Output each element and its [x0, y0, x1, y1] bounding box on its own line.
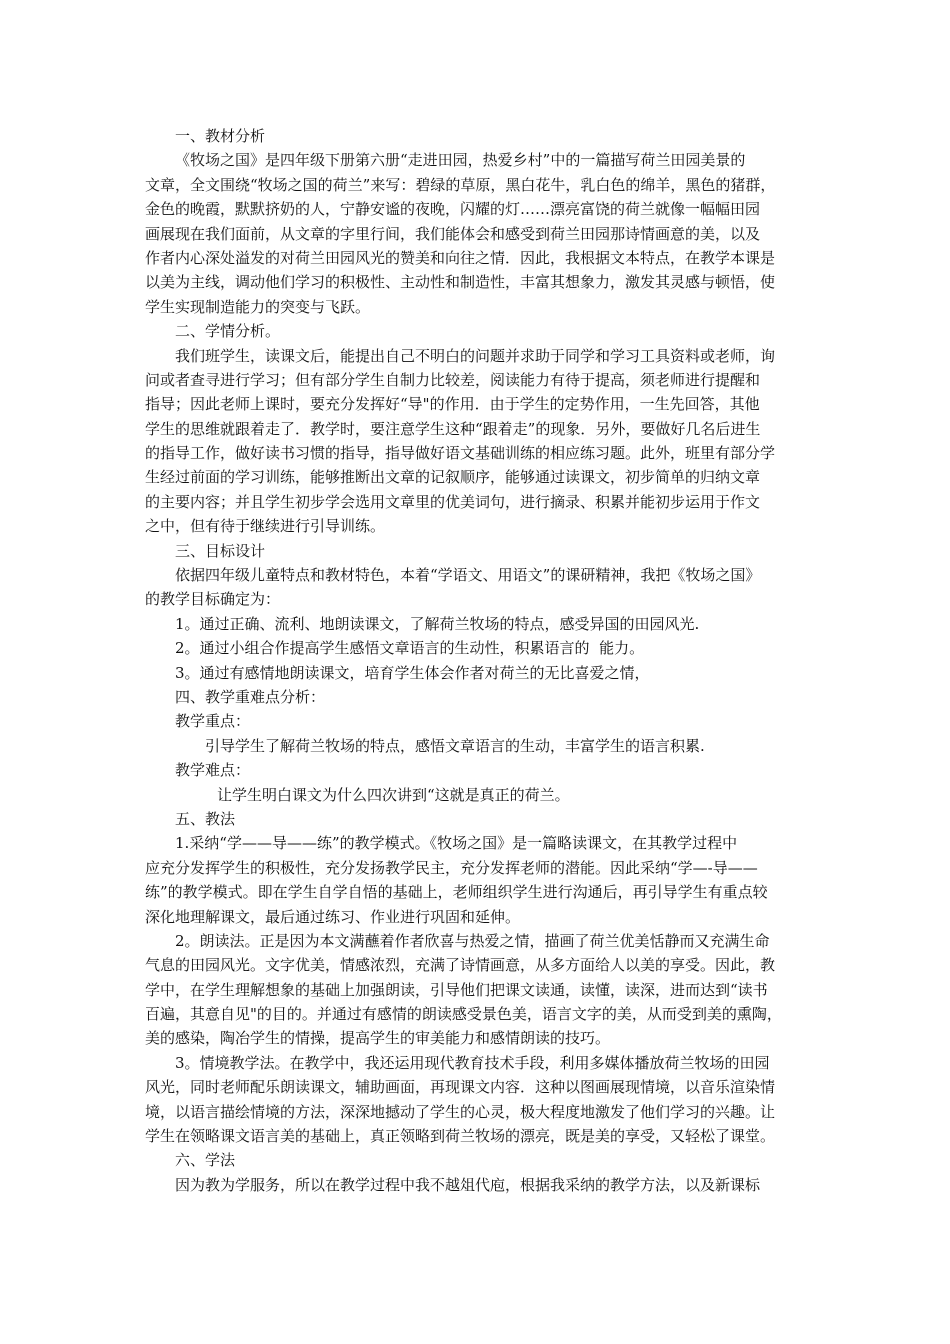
text-line: 学中，在学生理解想象的基础上加强朗读，引导他们把课文读通，读懂，读深，进而达到“读书 — [145, 980, 768, 999]
text-line: 境，以语言描绘情境的方法，深深地撼动了学生的心灵，极大程度地激发了他们学习的兴趣。让 — [145, 1102, 776, 1121]
text-line: 六、学法 — [175, 1151, 236, 1170]
text-line: 3。通过有感情地朗读课文，培育学生体会作者对荷兰的无比喜爱之情， — [175, 663, 650, 682]
text-line: 二、学情分析。 — [175, 322, 281, 341]
text-line: 的指导工作，做好读书习惯的指导，指导做好语文基础训练的相应练习题。此外，班里有部分学 — [145, 444, 776, 463]
text-line: 因为教为学服务，所以在教学过程中我不越俎代庖，根据我采纳的教学方法，以及新课标 — [175, 1175, 761, 1194]
text-line: 应充分发挥学生的积极性，充分发扬教学民主，充分发挥老师的潜能。因此采纳“学—-导—— — [145, 858, 758, 877]
text-line: 2。通过小组合作提高学生感悟文章语言的生动性，积累语言的 能力。 — [175, 639, 645, 658]
text-line: 四、教学重难点分析： — [175, 687, 326, 706]
text-line: 1。通过正确、流利、地朗读课文，了解荷兰牧场的特点，感受异国的田园风光. — [175, 614, 700, 633]
text-line: 生经过前面的学习训练，能够推断出文章的记叙顺序，能够通过读课文，初步简单的归纳文章 — [145, 468, 761, 487]
text-line: 作者内心深处溢发的对荷兰田园风光的赞美和向往之情．因此，我根据文本特点，在教学本课是 — [145, 248, 776, 267]
text-line: 依据四年级儿童特点和教材特色，本着“学语文、用语文”的课研精神，我把《牧场之国》 — [175, 566, 761, 585]
text-line: 气息的田园风光。文字优美，情感浓烈，充满了诗情画意，从多方面给人以美的享受。因此，教 — [145, 956, 776, 975]
text-line: 百遍，其意自见"的目的。并通过有感情的朗读感受景色美，语言文字的美，从而受到美的熏陶， — [145, 1005, 782, 1024]
text-line: 之中，但有待于继续进行引导训练。 — [145, 517, 386, 536]
text-line: 画展现在我们面前，从文章的字里行间，我们能体会和感受到荷兰田园那诗情画意的美，以及 — [145, 224, 761, 243]
document-page — [145, 124, 805, 1197]
text-line: 的教学目标确定为： — [145, 590, 281, 609]
text-line: 五、教法 — [175, 809, 236, 828]
text-line: 《牧场之国》是四年级下册第六册“走进田园，热爱乡村”中的一篇描写荷兰田园美景的 — [175, 151, 746, 170]
text-line: 引导学生了解荷兰牧场的特点，感悟文章语言的生动，丰富学生的语言积累. — [205, 736, 705, 755]
text-line: 1.采纳“学——导——练”的教学模式。《牧场之国》是一篇略读课文，在其教学过程中 — [175, 834, 738, 853]
text-line: 文章，全文围绕“牧场之国的荷兰”来写：碧绿的草原，黑白花牛，乳白色的绵羊，黑色的猪群， — [145, 175, 776, 194]
text-line: 练”的教学模式。即在学生自学自悟的基础上，老师组织学生进行沟通后，再引导学生有重点较 — [145, 883, 768, 902]
text-line: 风光，同时老师配乐朗读课文，辅助画面，再现课文内容．这种以图画展现情境，以音乐渲染情 — [145, 1078, 776, 1097]
text-line: 我们班学生，读课文后，能提出自己不明白的问题并求助于同学和学习工具资料或老师，询 — [175, 346, 776, 365]
text-line: 金色的晚霞，默默挤奶的人，宁静安谧的夜晚，闪耀的灯……漂亮富饶的荷兰就像一幅幅田园 — [145, 200, 761, 219]
text-line: 学生的思维就跟着走了．教学时，要注意学生这种“跟着走”的现象．另外，要做好几名后进生 — [145, 419, 761, 438]
text-line: 教学重点： — [175, 712, 251, 731]
text-line: 指导；因此老师上课时，要充分发挥好“导"的作用．由于学生的定势作用，一生先回答，其他 — [145, 395, 760, 414]
text-line: 以美为主线，调动他们学习的积极性、主动性和制造性，丰富其想象力，激发其灵感与顿悟，使 — [145, 273, 776, 292]
text-line: 教学难点： — [175, 761, 251, 780]
text-line: 学生在领略课文语言美的基础上，真正领略到荷兰牧场的漂亮，既是美的享受，又轻松了课堂。 — [145, 1127, 776, 1146]
text-line: 的主要内容；并且学生初步学会选用文章里的优美词句，进行摘录、积累并能初步运用于作文 — [145, 492, 761, 511]
text-line: 三、目标设计 — [175, 541, 266, 560]
text-line: 一、教材分析 — [175, 127, 266, 145]
text-line: 美的感染，陶冶学生的情操，提高学生的审美能力和感情朗读的技巧。 — [145, 1029, 611, 1048]
text-line: 深化地理解课文，最后通过练习、作业进行巩固和延伸。 — [145, 907, 521, 926]
text-line: 学生实现制造能力的突变与飞跃。 — [145, 297, 371, 316]
text-line: 让学生明白课文为什么四次讲到“这就是真正的荷兰。 — [217, 785, 570, 804]
text-line: 3。情境教学法。在教学中，我还运用现代教育技术手段，利用多媒体播放荷兰牧场的田园 — [175, 1053, 770, 1072]
text-line: 2。朗读法。正是因为本文满蘸着作者欣喜与热爱之情，描画了荷兰优美恬静而又充满生命 — [175, 931, 770, 950]
text-line: 问或者查寻进行学习；但有部分学生自制力比较差，阅读能力有待于提高，须老师进行提醒和 — [145, 370, 761, 389]
